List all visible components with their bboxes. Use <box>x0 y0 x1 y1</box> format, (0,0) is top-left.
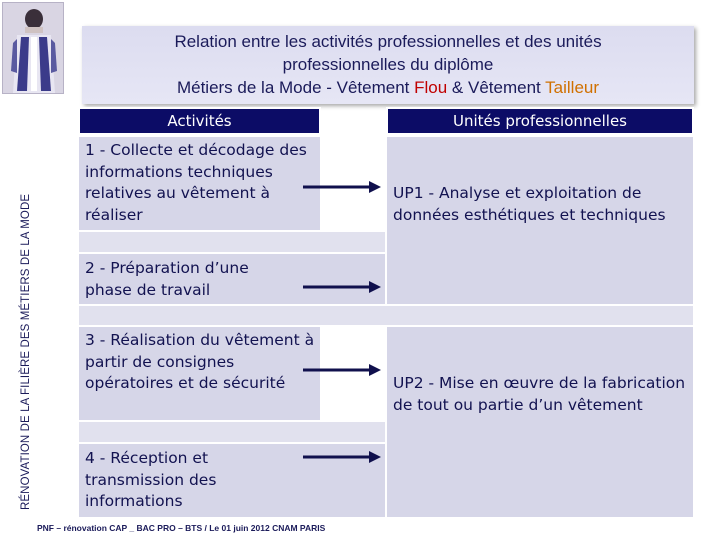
row-separator <box>78 305 694 326</box>
arrow-right-icon <box>303 363 383 377</box>
activity-1-text: 1 - Collecte et décodage des informations techniques relatives au vêtement à réaliser <box>85 141 307 224</box>
arrow-right-icon <box>303 280 383 294</box>
unit-up2-text: UP2 - Mise en œuvre de la fabrication de tout ou partie d’un vêtement <box>393 374 686 414</box>
arrow-right-icon <box>303 450 383 464</box>
activity-3-text: 3 - Réalisation du vêtement à partir de consignes opératoires et de sécurité <box>85 331 315 392</box>
column-header-units: Unités professionnelles <box>386 107 694 135</box>
row-separator <box>78 421 386 443</box>
title-line-3-prefix: Métiers de la Mode - Vêtement <box>176 78 415 97</box>
title-flou: Flou <box>414 78 448 97</box>
title-line-3 <box>82 76 694 99</box>
fashion-logo <box>2 2 64 94</box>
unit-cell-up2 <box>386 326 694 518</box>
activity-4-text: 4 - Réception et transmission des informations <box>85 449 217 510</box>
title-line-2: professionnelles du diplôme <box>282 55 494 74</box>
column-header-activities: Activités <box>78 107 321 135</box>
activity-2-text: 2 - Préparation d’une phase de travail <box>85 259 249 299</box>
unit-up1-text: UP1 - Analyse et exploitation de données esthétiques et techniques <box>393 184 666 224</box>
slide-title <box>82 26 694 104</box>
vertical-series-title: RÉNOVATION DE LA FILIÈRE DES MÉTIERS DE LA MODE <box>20 193 32 510</box>
row-separator <box>78 231 386 253</box>
footer-note: PNF – rénovation CAP _ BAC PRO – BTS / Le 01 juin 2012 CNAM PARIS <box>37 523 326 533</box>
title-tailleur: Tailleur <box>545 78 600 97</box>
arrow-right-icon <box>303 180 383 194</box>
title-line-3-amp: & Vêtement <box>447 78 546 97</box>
title-line-1: Relation entre les activités professionnelles et des unités <box>174 32 602 51</box>
